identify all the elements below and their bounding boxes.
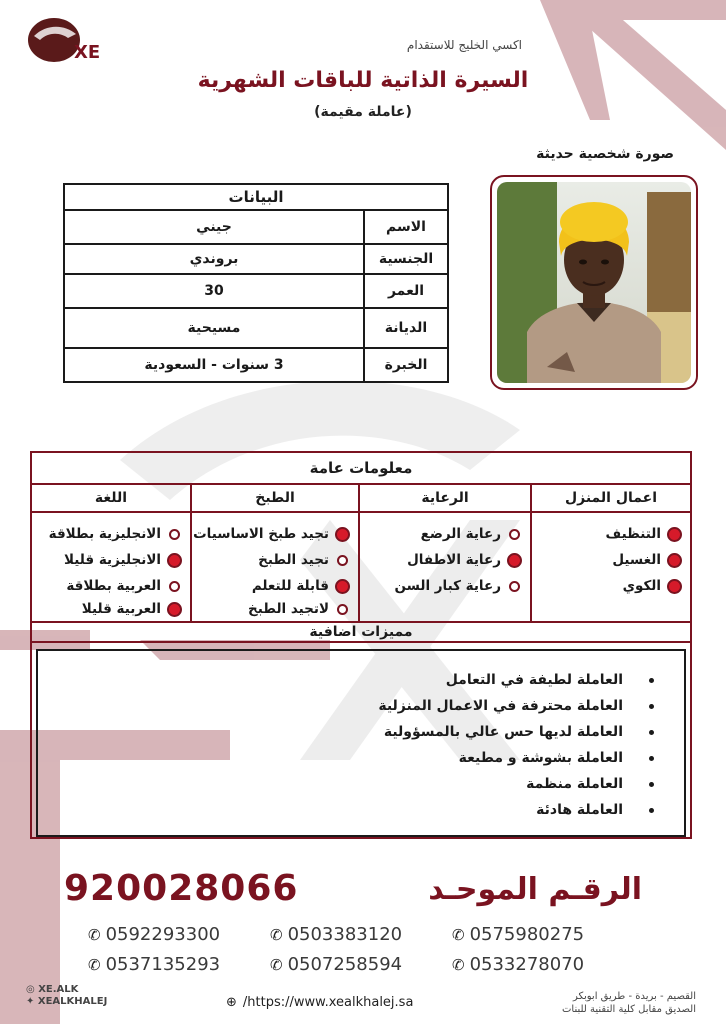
checked-radio-icon <box>667 527 682 542</box>
twitter-handle[interactable] <box>26 996 107 1008</box>
logo-mark <box>24 14 106 66</box>
data-value: 3 سنوات - السعودية <box>144 357 284 373</box>
column-care <box>358 513 530 621</box>
data-value: 30 <box>204 283 224 299</box>
features-box <box>36 649 686 837</box>
phone-icon: ✆ <box>270 955 283 974</box>
data-row-experience <box>65 349 447 381</box>
unchecked-radio-icon <box>509 581 520 592</box>
phone-value: 0592293300 <box>105 924 221 945</box>
option-item <box>192 521 358 547</box>
phone-number[interactable] <box>270 924 402 945</box>
unified-number-label: الرقـم الموحـد <box>428 872 642 907</box>
option-label: رعاية الاطفال <box>407 552 501 568</box>
unchecked-radio-icon <box>337 555 348 566</box>
address-line: الصديق مقابل كلية التقنية للبنات <box>561 1004 696 1015</box>
option-label: تجيد الطبخ <box>258 552 329 568</box>
profile-photo-frame <box>490 175 698 390</box>
feature-item: العاملة محترفة في الاعمال المنزلية <box>38 693 654 719</box>
option-label: قابلة للتعلم <box>251 578 329 594</box>
brand-line: اكسي الخليج للاستقدام <box>406 38 522 52</box>
data-value: بروندي <box>189 251 239 267</box>
column-language <box>32 513 190 621</box>
data-key: الخبرة <box>363 349 447 381</box>
option-label: رعاية كبار السن <box>394 578 501 594</box>
option-label: الانجليزية قليلا <box>64 552 161 568</box>
data-row-religion <box>65 309 447 349</box>
option-item <box>192 573 358 599</box>
phone-value: 0537135293 <box>105 954 221 975</box>
column-header-care: الرعاية <box>358 485 530 511</box>
option-item <box>360 573 530 599</box>
personal-data-heading: البيانات <box>65 185 447 211</box>
address-line: القصيم - بريدة - طريق ابوبكر <box>572 991 696 1002</box>
phone-value: 0507258594 <box>287 954 403 975</box>
phone-value: 0533278070 <box>469 954 585 975</box>
option-label: التنظيف <box>605 526 661 542</box>
globe-icon: ⊕ <box>226 995 237 1010</box>
checked-radio-icon <box>335 579 350 594</box>
features-heading: مميزات اضافية <box>32 623 690 643</box>
option-label: الكوي <box>622 578 661 594</box>
option-label: رعاية الرضع <box>420 526 501 542</box>
general-info-box <box>30 451 692 839</box>
option-label: العربية قليلا <box>81 601 161 617</box>
data-key: الديانة <box>363 309 447 347</box>
option-item <box>360 521 530 547</box>
phone-number[interactable] <box>88 924 220 945</box>
unchecked-radio-icon <box>169 581 180 592</box>
option-item <box>192 599 358 619</box>
address <box>562 990 696 1016</box>
option-item <box>532 521 690 547</box>
features-list <box>38 667 654 823</box>
phone-number[interactable] <box>452 924 584 945</box>
website-link[interactable] <box>226 995 413 1010</box>
data-row-name <box>65 211 447 245</box>
phone-icon: ✆ <box>88 955 101 974</box>
column-header-language: اللغة <box>94 490 128 506</box>
unchecked-radio-icon <box>509 529 520 540</box>
option-label: تجيد طبخ الاساسيات <box>193 526 329 542</box>
phone-icon: ✆ <box>452 955 465 974</box>
data-row-nationality <box>65 245 447 275</box>
phone-icon: ✆ <box>270 925 283 944</box>
unchecked-radio-icon <box>169 529 180 540</box>
phone-icon: ✆ <box>452 925 465 944</box>
option-label: الانجليزية بطلاقة <box>48 526 161 542</box>
phone-number[interactable] <box>452 954 584 975</box>
feature-item: العاملة هادئة <box>38 797 654 823</box>
skills-columns <box>32 513 690 623</box>
unified-number[interactable]: 920028066 <box>64 868 299 909</box>
option-item <box>32 573 190 599</box>
option-label: العربية بطلاقة <box>66 578 161 594</box>
general-info-heading: معلومات عامة <box>32 453 690 485</box>
social-handles <box>26 984 107 1008</box>
profile-photo <box>497 182 691 383</box>
social-handle-text: XEALKHALEJ <box>37 996 108 1007</box>
column-header-housework: اعمال المنزل <box>530 485 690 511</box>
skills-column-headers <box>32 485 690 513</box>
twitter-icon: ✦ <box>26 996 38 1007</box>
option-item <box>192 547 358 573</box>
phone-icon: ✆ <box>88 925 101 944</box>
checked-radio-icon <box>167 602 182 617</box>
instagram-handle[interactable] <box>26 984 107 996</box>
unchecked-radio-icon <box>337 604 348 615</box>
page-subtitle: (عاملة مقيمة) <box>314 104 412 120</box>
column-header-cooking: الطبخ <box>190 485 358 511</box>
website-url: /https://www.xealkhalej.sa <box>242 995 414 1010</box>
option-label: لاتجيد الطبخ <box>248 601 329 617</box>
photo-label: صورة شخصية حديثة <box>536 146 674 162</box>
feature-item: العاملة لديها حس عالي بالمسؤولية <box>38 719 654 745</box>
option-item <box>532 573 690 599</box>
instagram-icon: ◎ <box>26 984 39 995</box>
option-item <box>32 599 190 619</box>
feature-item: العاملة لطيفة في التعامل <box>38 667 654 693</box>
option-label: الغسيل <box>612 552 661 568</box>
option-item <box>360 547 530 573</box>
data-value: مسيحية <box>187 320 241 336</box>
phone-value: 0575980275 <box>469 924 585 945</box>
checked-radio-icon <box>507 553 522 568</box>
data-key: الاسم <box>363 211 447 243</box>
data-key: العمر <box>363 275 447 307</box>
data-row-age <box>65 275 447 309</box>
page-title: السيرة الذاتية للباقات الشهرية <box>197 68 529 93</box>
checked-radio-icon <box>335 527 350 542</box>
phone-number[interactable] <box>270 954 402 975</box>
option-item <box>32 547 190 573</box>
feature-item: العاملة منظمة <box>38 771 654 797</box>
phone-value: 0503383120 <box>287 924 403 945</box>
option-item <box>532 547 690 573</box>
checked-radio-icon <box>667 553 682 568</box>
option-item <box>32 521 190 547</box>
svg-text:XE: XE <box>74 42 101 63</box>
feature-item: العاملة بشوشة و مطيعة <box>38 745 654 771</box>
checked-radio-icon <box>667 579 682 594</box>
social-handle-text: XE.ALK <box>38 984 79 995</box>
data-value: جيني <box>196 219 232 235</box>
column-cooking <box>190 513 358 621</box>
data-key: الجنسية <box>363 245 447 273</box>
column-housework <box>530 513 690 621</box>
phone-number[interactable] <box>88 954 220 975</box>
checked-radio-icon <box>167 553 182 568</box>
personal-data-table <box>63 183 449 383</box>
